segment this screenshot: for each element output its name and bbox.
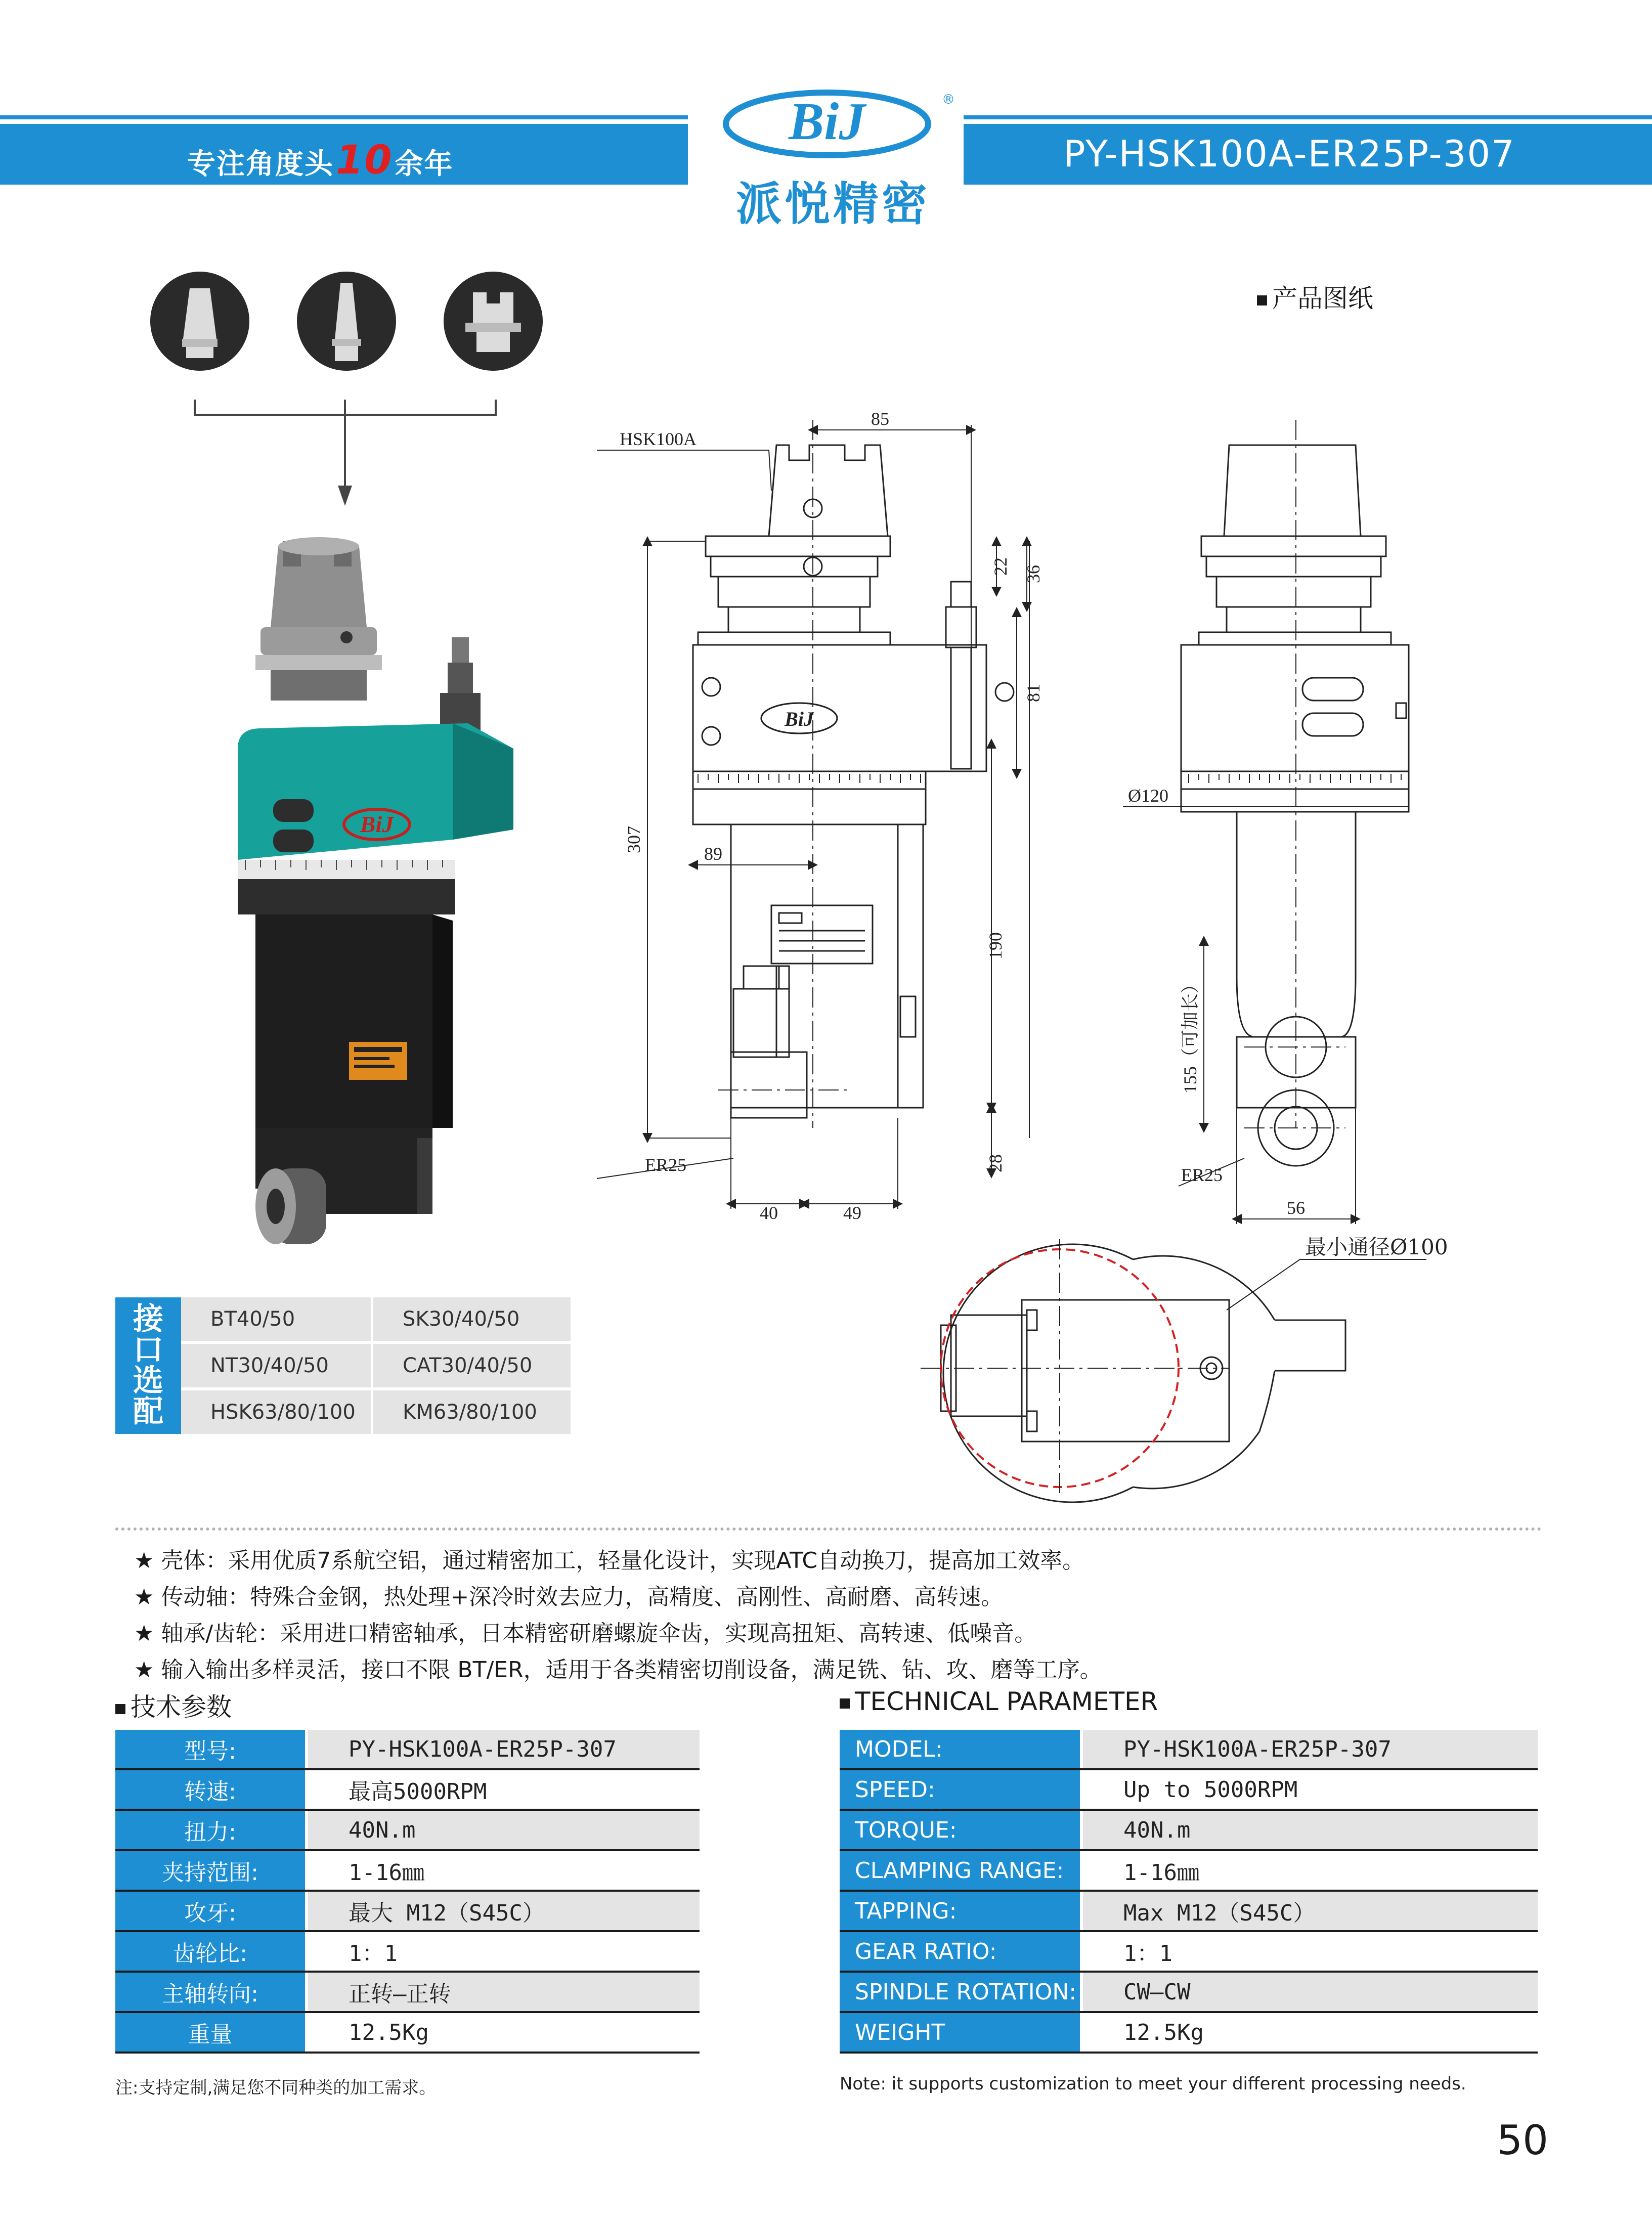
registered-mark: ® — [942, 92, 955, 107]
param-row — [115, 1851, 700, 1892]
param-row — [115, 2013, 700, 2054]
bt-taper-icon — [150, 272, 249, 371]
param-value: 40N.m — [308, 1811, 700, 1849]
label-er25-side: ER25 — [1181, 1165, 1223, 1185]
nameplate-render — [771, 905, 873, 964]
param-key: 齿轮比: — [115, 1932, 305, 1971]
feature-list — [134, 1543, 1102, 1688]
param-row — [115, 1811, 700, 1851]
brand-name-cn: 派悦精密 — [736, 178, 930, 231]
param-value: 1-16㎜ — [349, 1860, 424, 1886]
param-key: TAPPING: — [840, 1892, 1080, 1930]
param-row — [840, 1851, 1538, 1892]
dim-22: 22 — [990, 557, 1011, 576]
interface-option: BT40/50 — [181, 1297, 371, 1341]
param-row — [115, 1770, 700, 1811]
param-value: 最高5000RPM — [349, 1779, 487, 1805]
param-value: 1：1 — [1123, 1941, 1172, 1967]
param-row — [840, 2013, 1538, 2054]
param-row — [840, 1770, 1538, 1811]
feature-item: ★ 轴承/齿轮：采用进口精密轴承，日本精密研磨螺旋伞齿，实现高扭矩、高转速、低噪音。 — [134, 1621, 1037, 1646]
dim-307: 307 — [624, 826, 644, 853]
params-en-table — [840, 1730, 1538, 2054]
label-d120: Ø120 — [1128, 786, 1168, 806]
section-bullet-square — [1257, 295, 1267, 306]
dim-85: 85 — [871, 409, 889, 429]
header-top-line-left — [0, 115, 688, 119]
sk-taper-icon — [297, 272, 396, 371]
header-model: PY-HSK100A-ER25P-307 — [1063, 133, 1515, 175]
params-en-title: TECHNICAL PARAMETER — [840, 1687, 1158, 1716]
params-cn-table — [115, 1730, 700, 2054]
param-value: PY-HSK100A-ER25P-307 — [1083, 1730, 1538, 1768]
param-key: WEIGHT — [840, 2013, 1080, 2052]
params-cn-title: 技术参数 — [115, 1687, 232, 1723]
interface-option: NT30/40/50 — [181, 1344, 371, 1387]
param-row — [115, 1730, 700, 1770]
feature-item: ★ 输入输出多样灵活，接口不限 BT/ER，适用于各类精密切削设备，满足铣、钻、攻、磨等工序。 — [134, 1657, 1102, 1683]
param-row — [840, 1811, 1538, 1851]
logo-wordmark: BiJ — [789, 92, 865, 151]
label-min-passage: 最小通径Ø100 — [1305, 1235, 1448, 1259]
param-value: 40N.m — [1083, 1811, 1538, 1849]
header-top-line-right — [964, 115, 1652, 119]
param-value: 最大 M12（S45C） — [308, 1892, 700, 1930]
dim-155-extendable: 155（可加长） — [1180, 975, 1200, 1094]
label-er25-front: ER25 — [645, 1155, 687, 1175]
param-key: 重量 — [115, 2013, 305, 2052]
interface-options — [115, 1297, 571, 1434]
feature-item: ★ 壳体：采用优质7系航空铝，通过精密加工，轻量化设计，实现ATC自动换刀，提高加工效率。 — [134, 1548, 1085, 1574]
note-cn: 注:支持定制,满足您不同种类的加工需求。 — [115, 2078, 437, 2098]
interface-option: KM63/80/100 — [373, 1390, 571, 1434]
dim-40: 40 — [760, 1203, 778, 1223]
dim-56: 56 — [1287, 1198, 1305, 1218]
param-key: 主轴转向: — [115, 1973, 305, 2011]
section-divider — [115, 1528, 1542, 1531]
param-key: MODEL: — [840, 1730, 1080, 1768]
param-value: 12.5Kg — [349, 2019, 429, 2045]
dim-190: 190 — [985, 932, 1006, 959]
dim-81: 81 — [1023, 684, 1044, 702]
param-key: 型号: — [115, 1730, 305, 1768]
param-key: CLAMPING RANGE: — [840, 1851, 1080, 1890]
param-key: SPEED: — [840, 1770, 1080, 1809]
param-value: Up to 5000RPM — [1123, 1776, 1298, 1803]
dim-49: 49 — [843, 1203, 861, 1223]
interface-label: 接 口 选 配 — [115, 1297, 181, 1434]
param-key: TORQUE: — [840, 1811, 1080, 1849]
param-row — [115, 1892, 700, 1932]
param-value: Max M12（S45C） — [1083, 1892, 1538, 1930]
page-number: 50 — [1497, 2117, 1548, 2164]
interface-option: SK30/40/50 — [373, 1297, 571, 1341]
param-key: 夹持范围: — [115, 1851, 305, 1890]
param-key: SPINDLE ROTATION: — [840, 1973, 1080, 2011]
param-value: 12.5Kg — [1123, 2019, 1204, 2045]
section-bullet-square — [840, 1698, 850, 1709]
technical-drawing — [597, 400, 1639, 1502]
param-value: CW—CW — [1083, 1973, 1538, 2011]
section-bullet-square — [115, 1704, 125, 1714]
label-hsk100a: HSK100A — [620, 429, 697, 449]
param-row — [840, 1892, 1538, 1932]
drawing-section-title: 产品图纸 — [1257, 278, 1373, 315]
product-render — [230, 536, 544, 1244]
param-row — [115, 1973, 700, 2013]
dim-36: 36 — [1023, 565, 1044, 583]
param-key: 攻牙: — [115, 1892, 305, 1930]
dim-89: 89 — [704, 844, 722, 864]
dim-28: 28 — [985, 1154, 1006, 1172]
interface-option: HSK63/80/100 — [181, 1390, 371, 1434]
slogan: 专注角度头10余年 — [187, 138, 454, 183]
param-value: PY-HSK100A-ER25P-307 — [308, 1730, 700, 1768]
param-key: 扭力: — [115, 1811, 305, 1849]
param-row — [840, 1973, 1538, 2013]
param-value: 1：1 — [349, 1941, 398, 1967]
param-key: GEAR RATIO: — [840, 1932, 1080, 1971]
interface-icons — [147, 268, 521, 511]
param-key: 转速: — [115, 1770, 305, 1809]
note-en: Note: it supports customization to meet your different processing needs. — [840, 2074, 1466, 2094]
slogan-number: 10 — [336, 138, 393, 183]
drawing-body-logo: BiJ — [785, 708, 814, 730]
interface-option: CAT30/40/50 — [373, 1344, 571, 1387]
param-row — [840, 1932, 1538, 1973]
hsk-taper-icon — [444, 272, 543, 371]
feature-item: ★ 传动轴：特殊合金钢，热处理+深冷时效去应力，高精度、高刚性、高耐磨、高转速。 — [134, 1584, 1004, 1610]
param-value: 1-16㎜ — [1123, 1860, 1199, 1886]
param-value: 正转—正转 — [308, 1973, 700, 2011]
param-row — [115, 1932, 700, 1973]
render-logo: BiJ — [360, 811, 394, 837]
param-row — [840, 1730, 1538, 1770]
